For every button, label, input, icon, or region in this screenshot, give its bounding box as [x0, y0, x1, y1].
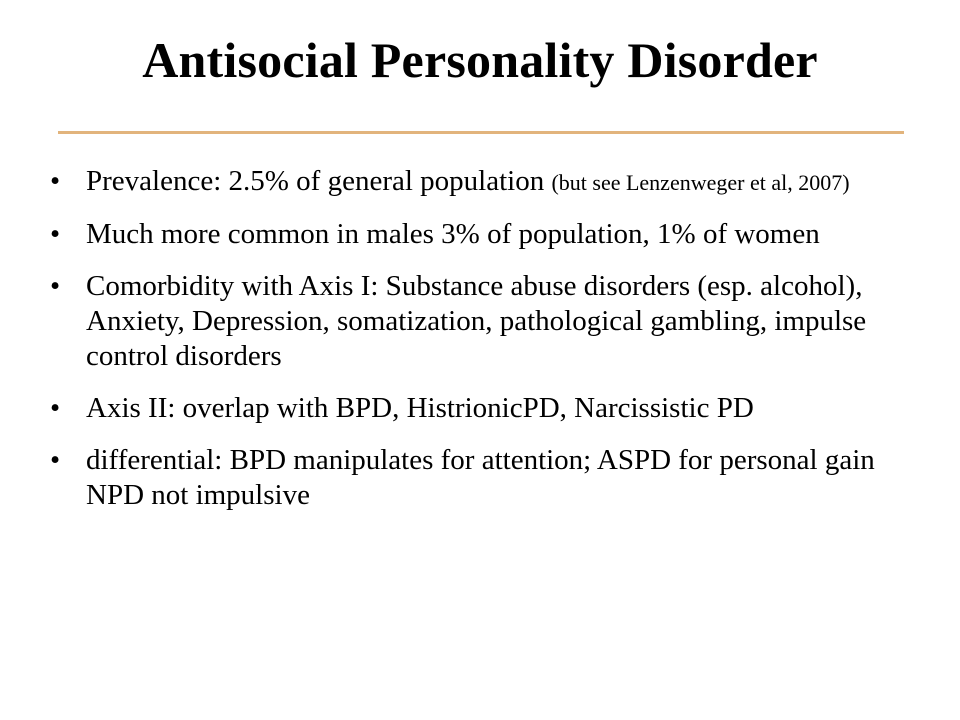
- slide-title: Antisocial Personality Disorder: [142, 32, 818, 88]
- bullet-text: Axis II: overlap with BPD, HistrionicPD, Narcissistic PD: [86, 392, 754, 424]
- bullet-list: [48, 164, 918, 530]
- bullet-icon: •: [50, 392, 61, 424]
- bullet-item-differential: [48, 443, 918, 513]
- bullet-item-prevalence: [48, 164, 918, 200]
- bullet-text: Much more common in males 3% of population, 1% of women: [86, 218, 820, 250]
- bullet-icon: •: [50, 218, 61, 250]
- title-divider: [58, 131, 904, 134]
- bullet-icon: •: [50, 270, 61, 302]
- bullet-text: Prevalence: 2.5% of general population: [86, 165, 552, 197]
- bullet-text: differential: BPD manipulates for attention; ASPD for personal gain NPD not impulsive: [86, 444, 875, 511]
- bullet-text: Comorbidity with Axis I: Substance abuse disorders (esp. alcohol), Anxiety, Depression, somatization, pathological gambling, impulse control disorders: [86, 270, 867, 372]
- bullet-item-gender: [48, 217, 918, 252]
- bullet-item-comorbidity: [48, 269, 918, 374]
- bullet-item-axis-ii: [48, 391, 918, 426]
- bullet-icon: •: [50, 444, 61, 476]
- bullet-citation: (but see Lenzenweger et al, 2007): [551, 170, 850, 195]
- bullet-icon: •: [50, 165, 61, 197]
